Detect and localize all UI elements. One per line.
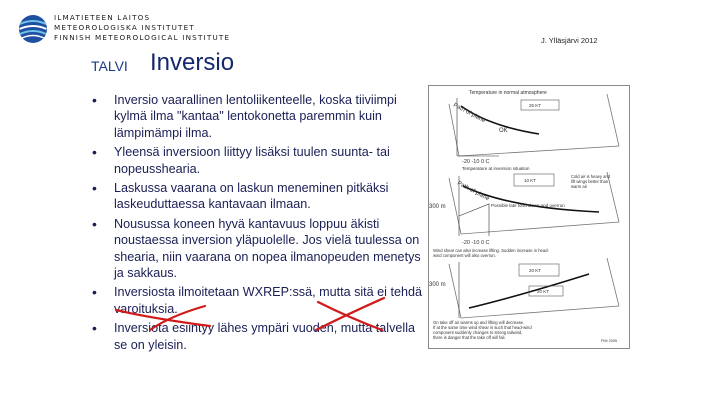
wind-label-1: 25 KT [529,103,542,108]
ok-label: OK [499,128,508,134]
fmi-globe-icon [18,14,48,44]
bullet-item: • Yleensä inversioon liittyy lisäksi tuulen suunta- tai nopeusshearia. [92,144,422,177]
bullet-item: • Inversiosta ilmoitetaan WXREP:ssä, mutta sitä ei tehdä varoituksia. [92,284,422,317]
org-line-fi: ILMATIETEEN LAITOS [54,13,151,22]
shear-note: Wind shear can also increase lifting. Sudden increase in head- wind component will also overrun. Wind shear can also increase lifting. Sudden increase in head-wind component will also overrun. [433,248,549,258]
bullet-item: • Laskussa vaarana on laskun meneminen pitkäksi laskeuduttaessa kantavaan ilmaan. [92,180,422,213]
bullet-item: • Inversiota esiintyy lähes ympäri vuoden, mutta talvella se on yleisin. [92,320,422,353]
cold-air-note: Cold air is heavy and lift wings better than warm air Cold air is heavy and lift wings better than warm air [571,174,611,189]
inversion-diagram [428,85,630,349]
wind-label-3: 20 KT [529,268,542,273]
height-label-2: 300 m [429,282,446,288]
takeoff-note: On take off air warms up and lifting will decrease. If at the same time wind shear is such that head-wind component suddenly changes to strong tailwind, there is danger that the take off will fail. On take off air warms up and lifting will decrease. If at the same time wind shear is such that head-wind component suddenly changes to strong tailwind, there is danger that the take off will fail. [433,320,532,340]
path-label-2: Path of plane [456,180,491,203]
figure-credit: FMI 2005 [601,339,618,343]
organization-name [54,13,230,43]
panel1-label: Temperature in normal atmosphere [469,90,547,96]
wind-label-4: 20 KT [537,289,550,294]
wind-label-2: 10 KT [524,178,537,183]
path-label-1: Path of plane [452,102,487,125]
org-line-sv: METEOROLOGISKA INSTITUTET [54,23,195,32]
scale-label-2: -20 -10 0 C [462,240,490,246]
season-label: TALVI [91,58,128,74]
panel2-label: Temperature at inversion situation [462,166,530,171]
org-line-en: FINNISH METEOROLOGICAL INSTITUTE [54,33,231,42]
slide-title: Inversio [150,49,235,76]
scale-label-1: -20 -10 0 C [462,159,490,165]
inversion-diagram-svg [429,86,629,348]
author-credit: J. Ylläsjärvi 2012 [541,36,598,45]
bullet-item: • Nousussa koneen hyvä kantavuus loppuu äkisti noustaessa inversion yläpuolelle. Jos vielä tuulessa on shearia, niin vaarana on nopea ilmanopeuden menetys ja sakkaus. [92,216,422,282]
touchdown-note: Possible late touchdown and overrun [491,203,565,208]
bullet-item: • Inversio vaarallinen lentoliikenteelle, koska tiiviimpi kylmä ilma "kantaa" lentokonetta paremmin kuin lämpimämpi ilma. [92,92,422,141]
bullet-list [92,92,422,356]
height-label-1: 300 m [429,204,446,210]
